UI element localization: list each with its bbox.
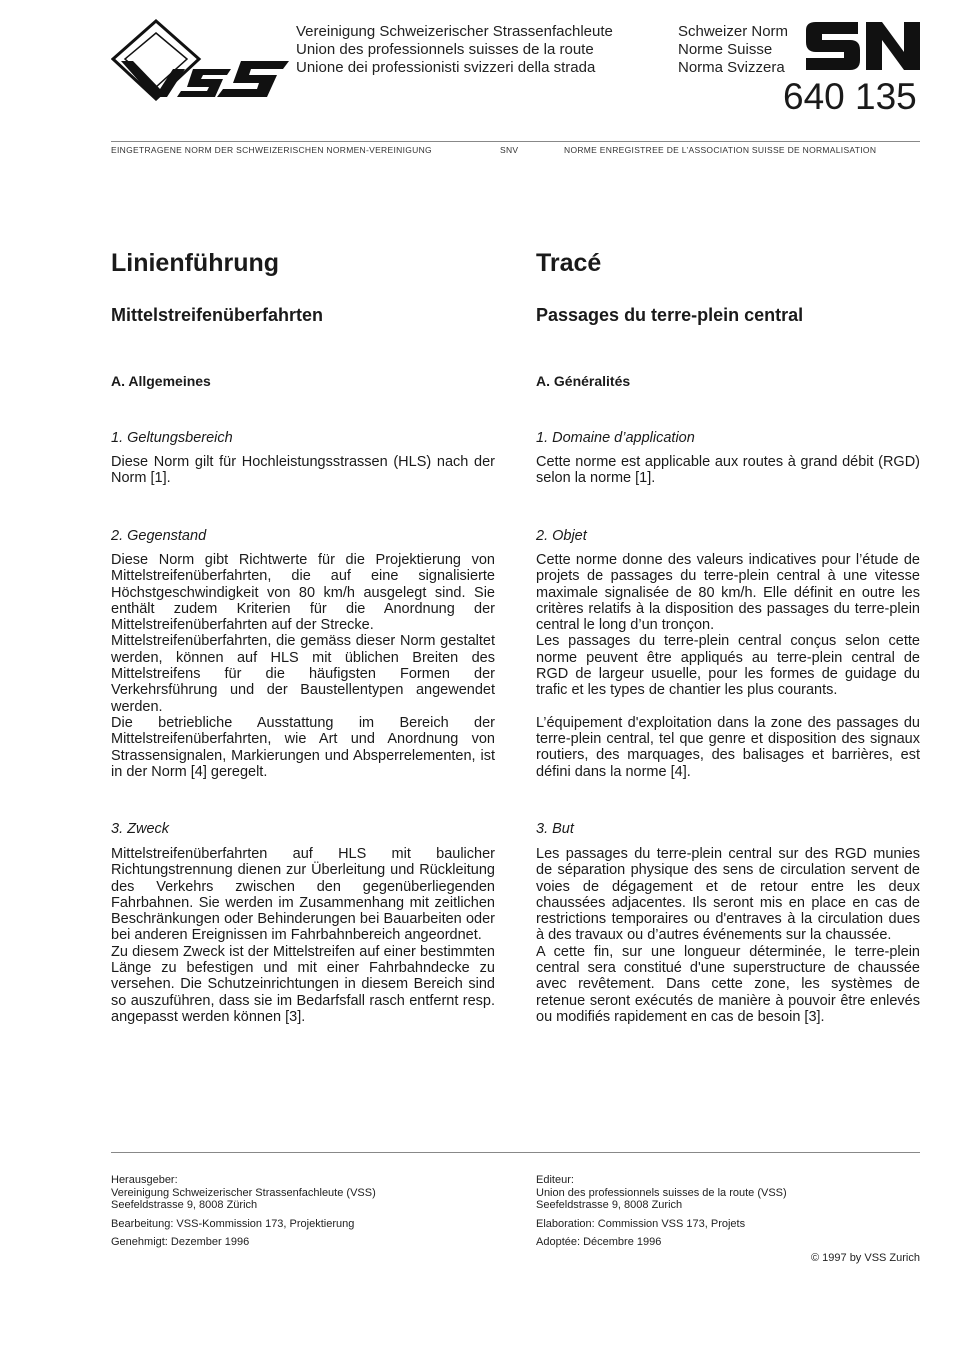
paragraph-scope-de: [111, 454, 495, 487]
paragraph: Zu diesem Zweck ist der Mittelstreifen auf einer bestimmten Länge zu befestigen und mit einer Fahrbahndecke zu versehen. Die Schutzeinrichtungen in diesem Bereich sind so auszuführen, dass sie im Bedarfsfall rasch entfernt resp. angepasst werden können [3].: [111, 943, 495, 1025]
paragraph: Die betriebliche Ausstattung im Bereich der Mittelstreifenüberfahrten, wie Art und Anordnung von Strassensignalen, Markierungen und Absperrelementen, ist in der Norm [4] geregelt.: [111, 714, 495, 780]
publisher-address-de: Seefeldstrasse 9, 8008 Zürich: [111, 1199, 258, 1211]
norm-type-it: Norma Svizzera: [678, 59, 785, 76]
title-fr: Tracé: [536, 249, 602, 277]
publisher-address-fr: Seefeldstrasse 9, 8008 Zurich: [536, 1199, 683, 1211]
paragraph: Les passages du terre-plein central sur des RGD munies de séparation physique des sens de circulation servent de voies de dégagement et de retour entre les deux chaussées adjacentes. Ils seront mis en place en cas de restrictions temporaires ou d'entraves à la circulation dues à des travaux ou d’autres événements sur la chaussée.: [536, 846, 920, 944]
heading-scope-de: 1. Geltungsbereich: [111, 430, 233, 446]
copyright-notice: © 1997 by VSS Zurich: [811, 1252, 920, 1264]
paragraph-subject-fr: [536, 552, 920, 780]
paragraph-scope-fr: [536, 454, 920, 487]
paragraph: Mittelstreifenüberfahrten, die gemäss dieser Norm gestaltet werden, können auf HLS mit üblichen Breiten des Mittelstreifens für die häufigsten Formen der Verkehrsführung und der Baustellentypen angewendet werden.: [111, 633, 495, 715]
sn-logo: [806, 20, 920, 77]
editing-de: Bearbeitung: VSS-Kommission 173, Projektierung: [111, 1217, 355, 1230]
organization-names: [296, 23, 613, 77]
publisher-name-de: Vereinigung Schweizerischer Strassenfachleute (VSS): [111, 1186, 376, 1199]
heading-subject-de: 2. Gegenstand: [111, 528, 207, 544]
paragraph: Mittelstreifenüberfahrten auf HLS mit baulicher Richtungstrennung dienen zur Überleitung und Rückleitung des Verkehrs zwischen den gegenüberliegenden Fahrbahnen. Sie werden im Zusammenhang mit zeitlichen Beschränkungen oder Behinderungen bei Bauarbeiten oder bei anderen Ereignissen im Fahrbahnbereich angeordnet.: [111, 846, 495, 944]
approval-date-fr: Adoptée: Décembre 1996: [536, 1236, 662, 1248]
paragraph-purpose-de: [111, 846, 495, 1025]
publisher-label-de: Herausgeber:: [111, 1174, 178, 1186]
paragraph: Cette norme est applicable aux routes à grand débit (RGD) selon la norme [1].: [536, 454, 920, 487]
section-heading-fr: A. Généralités: [536, 373, 631, 389]
registration-snv: SNV: [500, 145, 519, 155]
subtitle-de: Mittelstreifenüberfahrten: [111, 305, 324, 325]
approval-date-de: Genehmigt: Dezember 1996: [111, 1236, 250, 1248]
norm-type-de: Schweizer Norm: [678, 23, 789, 40]
norm-type-fr: Norme Suisse: [678, 41, 773, 58]
paragraph: Diese Norm gilt für Hochleistungsstrassen (HLS) nach der Norm [1].: [111, 454, 495, 487]
paragraph-purpose-fr: [536, 846, 920, 1025]
norm-number: 640 135: [783, 76, 917, 117]
paragraph: Diese Norm gibt Richtwerte für die Projektierung von Mittelstreifenüberfahrten, die auf eine signalisierte Höchstgeschwindigkeit von 80 km/h ausgelegt sind. Sie enthält zudem Kriterien für die Anordnung der Mittelstreifenüberfahrten auf der Strecke.: [111, 552, 495, 634]
imprint-de: [111, 1174, 495, 1249]
heading-purpose-de: 3. Zweck: [111, 821, 170, 837]
registration-text-de: EINGETRAGENE NORM DER SCHWEIZERISCHEN NORMEN-VEREINIGUNG: [111, 145, 432, 155]
organization-name-fr: Union des professionnels suisses de la route: [296, 41, 594, 58]
heading-subject-fr: 2. Objet: [536, 528, 587, 544]
publisher-name-fr: Union des professionnels suisses de la route (VSS): [536, 1186, 787, 1199]
organization-name-de: Vereinigung Schweizerischer Strassenfachleute: [296, 23, 613, 40]
heading-purpose-fr: 3. But: [536, 821, 574, 837]
footer-divider: [111, 1152, 920, 1153]
paragraph: L’équipement d'exploitation dans la zone des passages du terre-plein central, tel que genre et disposition des signaux routiers, des marquages, des balisages et barrières, est défini dans la norme [4].: [536, 714, 920, 780]
heading-scope-fr: 1. Domaine d’application: [536, 430, 695, 446]
title-de: Linienführung: [111, 249, 280, 277]
header-divider: [111, 141, 920, 142]
paragraph: Les passages du terre-plein central conçus selon cette norme peuvent être appliqués au terre-plein central de RGD de largeur usuelle, pour les formes de guidage du trafic et les types de chantier les plus courants.: [536, 633, 920, 699]
norm-type-labels: [678, 23, 788, 77]
publisher-label-fr: Editeur:: [536, 1174, 574, 1186]
registration-text-fr: NORME ENREGISTREE DE L’ASSOCIATION SUISSE DE NORMALISATION: [564, 145, 877, 155]
imprint-fr: [536, 1174, 920, 1249]
vss-logo: [111, 19, 291, 101]
organization-name-it: Unione dei professionisti svizzeri della strada: [296, 59, 596, 76]
subtitle-fr: Passages du terre-plein central: [536, 305, 804, 325]
section-heading-de: A. Allgemeines: [111, 373, 211, 389]
paragraph-subject-de: [111, 552, 495, 780]
paragraph: A cette fin, sur une longueur déterminée, le terre-plein central sera constitué d'une superstructure de chaussée avec revêtement. Dans cette zone, les systèmes de retenue seront exécutés de manière à pouvoir être enlevés ou modifiés rapidement en cas de besoin [3].: [536, 943, 920, 1025]
paragraph: Cette norme donne des valeurs indicatives pour l’étude de projets de passages du terre-plein central à une vitesse maximale signalisée de 80 km/h. Elle définit en outre les critères relatifs à la disposition des passages du terre-plein central le long d’un tronçon.: [536, 552, 920, 634]
editing-fr: Elaboration: Commission VSS 173, Projets: [536, 1217, 746, 1230]
